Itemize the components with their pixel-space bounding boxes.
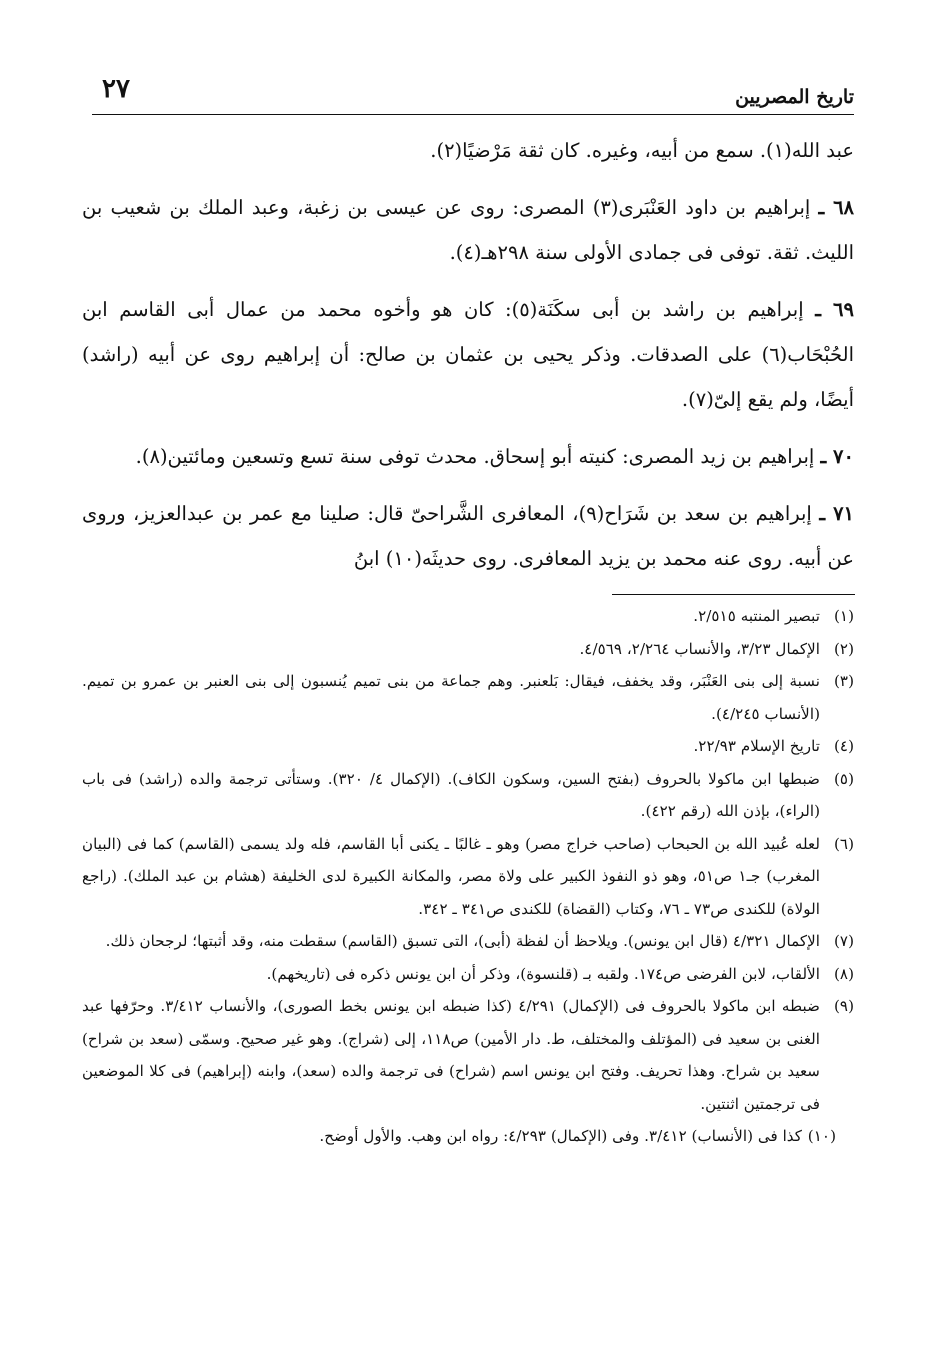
footnote-number: (٤) [833,737,854,755]
entry-text: إبراهيم بن زيد المصرى: كنيته أبو إسحاق. محدث توفى سنة تسع وتسعين ومائتين(٨). [135,445,815,468]
entry-70 [82,434,854,479]
footnote-text: الإكمال ٤/٣٢١ (قال ابن يونس). ويلاحظ أن لفظة (أبى)، التى تسبق (القاسم) سقطت منه، وقد أثبتها؛ لرجحان ذلك. [105,932,820,950]
footnote-separator [612,594,855,595]
footnote [82,633,854,666]
entry-text: إبراهيم بن داود العَنْبَرى(٣) المصرى: روى عن عيسى بن زغبة، وعبد الملك بن شعيب بن الليث. ثقة. توفى فى جمادى الأولى سنة ٢٩٨هـ(٤). [82,196,854,264]
footnote [82,763,854,828]
entry-number: ٧٠ ـ [820,445,854,468]
footnote [82,600,854,633]
footnote-number: (١) [833,607,854,625]
footnote [82,990,854,1120]
footnote-text: لعله عُبيد الله بن الحبحاب (صاحب خراج مصر) وهو ـ غالبًا ـ يكنى أبا القاسم، فله ولد يسمى (القاسم) كما فى (البيان المغرب) جـ١ ص٥١، وهو ذو النفوذ الكبير على ولاة مصر، والمكانة الكبيرة لدى الخليفة (هشام بن عبد الملك). (راجع الولاة) للكندى ص٧٣ ـ ٧٦، وكتاب (القضاة) للكندى ص٣٤١ ـ ٣٤٢. [82,834,820,918]
footnote [82,730,854,763]
paragraph-text: عبد الله(١). سمع من أبيه، وغيره. كان ثقة مَرْضيًا(٢). [430,139,854,162]
footnote [82,828,854,926]
running-title: تاريخ المصريين [735,86,854,108]
footnote [82,958,854,991]
footnote-number: (١٠) [807,1127,836,1145]
entry-number: ٦٩ ـ [815,298,854,321]
footnote-text: كذا فى (الأنساب) ٣/٤١٢. وفى (الإكمال) ٤/٢٩٣: رواه ابن وهب. والأول أوضح. [319,1127,802,1145]
footnote-number: (٣) [833,672,854,690]
footnote-text: تبصير المنتبه ٢/٥١٥. [693,607,820,625]
footnote-number: (٥) [833,769,854,788]
entry-69 [82,287,854,422]
footnote-number: (٦) [833,834,854,853]
footnotes [82,600,854,1153]
entry-68 [82,185,854,275]
entry-text: إبراهيم بن راشد بن أبى سكَنَة(٥): كان هو وأخوه محمد من عمال أبى القاسم ابن الحُبْحَاب(٦) على الصدقات. وذكر يحيى بن عثمان بن صالح: أن إبراهيم روى عن أبيه (راشد) أيضًا، ولم يقع إلىّ(٧). [82,298,854,411]
footnote-text: نسبة إلى بنى العَنْبَر، وقد يخفف، فيقال: بَلعنبر. وهم جماعة من بنى تميم يُنسبون إلى بنى العنبر بن عمرو بن تميم. (الأنساب ٤/٢٤٥). [82,672,820,723]
footnote [82,665,854,730]
footnote-text: ضبطها ابن ماكولا بالحروف (بفتح السين، وسكون الكاف). (الإكمال ٤/ ٣٢٠). وستأتى ترجمة والده (راشد) فى باب (الراء)، بإذن الله (رقم ٤٢٢). [82,769,820,820]
page-number: ٢٧ [102,74,130,104]
paragraph-continuation [82,128,854,173]
entry-number: ٧١ ـ [819,502,855,525]
footnote-text: الإكمال ٣/٢٣، والأنساب ٢/٢٦٤، ٤/٥٦٩. [579,639,820,658]
footnote [82,925,854,958]
footnote-text: تاريخ الإسلام ٢٢/٩٣. [693,737,820,755]
page-header [92,66,854,115]
entry-71 [82,491,854,581]
footnote-text: الألقاب، لابن الفرضى ص١٧٤. ولقبه بـ (قلنسوة)، وذكر أن ابن يونس ذكره فى (تاريخهم). [266,964,820,983]
footnote-number: (٩) [833,997,855,1015]
entry-number: ٦٨ ـ [818,196,855,219]
footnote-number: (٨) [833,964,854,983]
footnote-number: (٧) [833,932,854,950]
footnote-text: ضبطه ابن ماكولا بالحروف فى (الإكمال) ٤/٢٩١ (كذا ضبطه ابن يونس بخط الصورى)، والأنساب ٣/٤١٢. وحرّفها عبد الغنى بن سعيد فى (المؤتلف والمختلف، ط. دار الأمين) ص١١٨، إلى (شراج). وهو غير صحيح. وسمّى (سعد بن شراح) سعيد بن شراح. وهذا تحريف. وفتح ابن يونس اسم (شراح) فى ترجمة والده (سعد)، وابنه (إبراهيم) فى كلا الموضعين فى ترجمتين اثنتين. [82,997,821,1113]
entry-text: إبراهيم بن سعد بن شَرَاح(٩)، المعافرى الشَّراحىّ قال: صلينا مع عمر بن عبدالعزيز، وروى عن أبيه. روى عنه محمد بن يزيد المعافرى. روى حديثَه(١٠) ابنُ [82,502,854,570]
footnote [82,1120,854,1153]
main-text [82,128,854,593]
footnote-number: (٢) [833,639,854,658]
